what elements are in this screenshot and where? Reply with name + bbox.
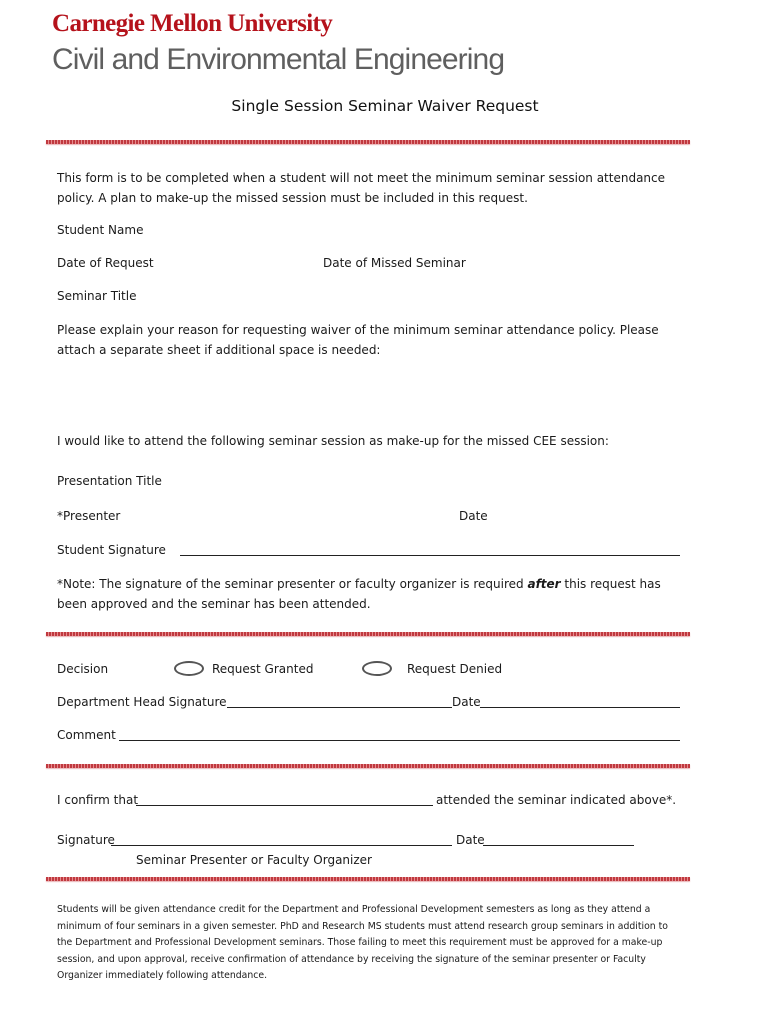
seminar-title-label: Seminar Title — [57, 289, 137, 303]
request-denied-label: Request Denied — [407, 662, 503, 676]
dept-head-signature-line[interactable] — [227, 707, 452, 708]
dept-head-signature-label: Department Head Signature — [57, 695, 227, 709]
comment-line[interactable] — [119, 740, 680, 741]
student-signature-label: Student Signature — [57, 543, 166, 557]
intro-text: This form is to be completed when a student will not meet the minimum seminar session attendance policy. A plan to make-up the missed session must be included in this request. — [57, 171, 666, 205]
presentation-title-label: Presentation Title — [57, 474, 162, 488]
confirm-signature-label: Signature — [57, 833, 115, 847]
signature-caption: Seminar Presenter or Faculty Organizer — [136, 853, 372, 867]
note-text — [57, 574, 687, 614]
divider-3 — [46, 764, 690, 768]
presenter-label: *Presenter — [57, 509, 121, 523]
confirm-name-line[interactable] — [136, 805, 433, 806]
dept-head-date-label: Date — [452, 695, 481, 709]
confirm-suffix: attended the seminar indicated above*. — [436, 793, 677, 807]
form-title: Single Session Seminar Waiver Request — [231, 97, 539, 115]
makeup-date-label: Date — [459, 509, 488, 523]
divider-2 — [46, 632, 690, 636]
request-granted-label: Request Granted — [212, 662, 314, 676]
confirm-prefix: I confirm that — [57, 793, 139, 807]
request-denied-radio[interactable] — [362, 661, 392, 676]
confirm-signature-line[interactable] — [111, 845, 452, 846]
divider-1 — [46, 140, 690, 144]
department-name: Civil and Environmental Engineering — [52, 43, 505, 76]
student-signature-line[interactable] — [180, 555, 680, 556]
explain-text: Please explain your reason for requesting waiver of the minimum seminar attendance policy. Please attach a separate sheet if additional space is needed: — [57, 323, 659, 357]
request-granted-radio[interactable] — [174, 661, 204, 676]
note-before: *Note: The signature of the seminar presenter or faculty organizer is required — [57, 577, 528, 591]
divider-4 — [46, 877, 690, 881]
confirm-date-label: Date — [456, 833, 485, 847]
university-name: Carnegie Mellon University — [52, 10, 333, 37]
dept-head-date-line[interactable] — [480, 707, 680, 708]
makeup-intro: I would like to attend the following seminar session as make-up for the missed CEE session: — [57, 434, 609, 448]
decision-label: Decision — [57, 662, 109, 676]
note-emphasis: after — [527, 577, 561, 591]
date-of-request-label: Date of Request — [57, 256, 154, 270]
date-of-missed-seminar-label: Date of Missed Seminar — [323, 256, 466, 270]
footer-policy-text: Students will be given attendance credit for the Department and Professional Development semesters as long as they attend a minimum of four seminars in a given semester. PhD and Research MS students must attend research group seminars in addition to the Department and Professional Development seminars. Those failing to meet this requirement must be approved for a make-up session, and upon approval, receive confirmation of attendance by receiving the signature of the seminar presenter or Faculty Organizer immediately following attendance. — [57, 904, 668, 981]
comment-label: Comment — [57, 728, 116, 742]
student-name-label: Student Name — [57, 223, 144, 237]
confirm-date-line[interactable] — [483, 845, 634, 846]
note-after: this request has been approved and the seminar has been attended. — [57, 577, 661, 611]
